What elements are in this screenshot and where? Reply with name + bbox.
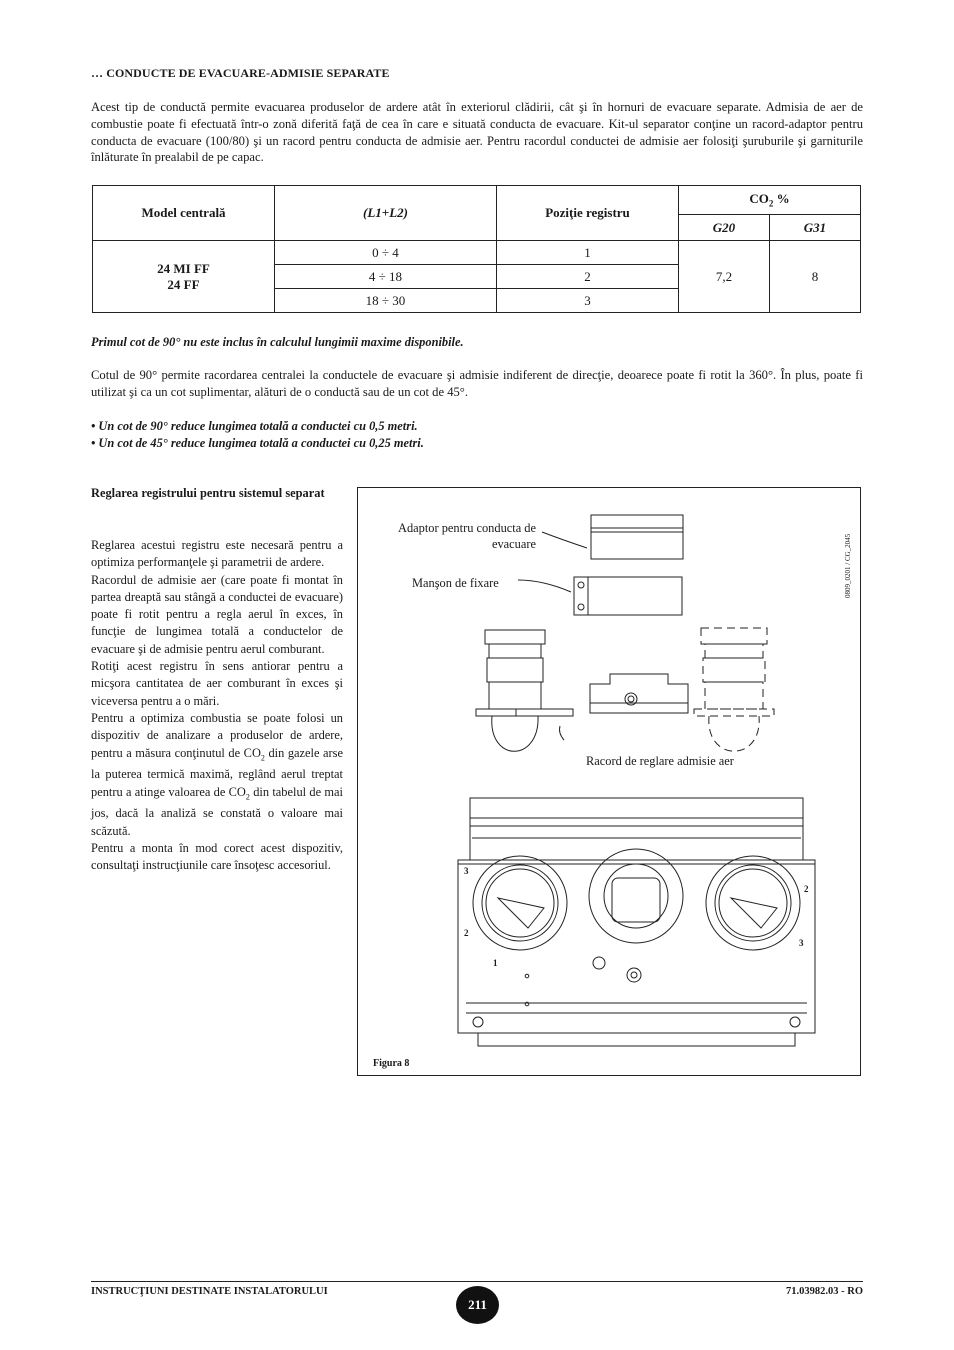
footer-rule bbox=[91, 1281, 863, 1282]
mark-left-3: 3 bbox=[464, 866, 469, 876]
col-g31-header: G31 bbox=[770, 215, 861, 241]
calculation-note: Primul cot de 90° nu este inclus în calculul lungimii maxime disponibile. bbox=[91, 335, 464, 349]
mark-right-2: 2 bbox=[804, 884, 809, 894]
adaptor-part bbox=[591, 515, 683, 559]
mark-left-1: 1 bbox=[493, 958, 498, 968]
register-table bbox=[92, 185, 861, 313]
table-row-length: 18 ÷ 30 bbox=[275, 289, 497, 313]
col-position-header: Poziţie registru bbox=[497, 186, 679, 241]
left-pipe-part bbox=[476, 630, 573, 751]
label-racord: Racord de reglare admisie aer bbox=[586, 754, 734, 768]
col-co2-header: $CO_2$ % bbox=[679, 186, 861, 215]
page-number: 211 bbox=[456, 1286, 499, 1324]
g20-value: 7,2 bbox=[679, 241, 770, 313]
register-part bbox=[590, 674, 688, 713]
label-manson: Manşon de fixare bbox=[412, 576, 499, 590]
side-paragraph: Racordul de admisie aer (care poate fi montat în partea dreaptă sau stângă a conductei de evacuare) poate fi rotit pentru a regla aerul în exces, în funcţie de lungimea totală a conductelor de evacuare şi de admisie pentru aerul comburant. bbox=[91, 572, 343, 656]
col-model-header: Model centrală bbox=[93, 186, 275, 241]
side-text bbox=[91, 537, 343, 875]
side-title: Reglarea registrului pentru sistemul separat bbox=[91, 486, 325, 500]
section-heading: … CONDUCTE DE EVACUARE-ADMISIE SEPARATE bbox=[91, 66, 390, 80]
side-paragraph: Reglarea acestui registru este necesară pentru a optimiza performanţele şi parametrii de ardere. bbox=[91, 538, 343, 570]
drawing-code: 0809_0201 / CG_2045 bbox=[844, 533, 852, 598]
bullet-item: • Un cot de 90° reduce lungimea totală a conductei cu 0,5 metri. bbox=[91, 419, 418, 433]
model-cell: 24 MI FF 24 FF bbox=[93, 241, 275, 313]
table-row-position: 3 bbox=[497, 289, 679, 313]
mark-left-2: 2 bbox=[464, 928, 469, 938]
side-paragraph-co2: Pentru a optimiza combustia se poate folosi un dispozitiv de analizare a produselor de ardere, pentru a măsura conţinutul de $CO_2$ din gazele arse la puterea termică maximă, reglând aerul treptat pentru a atinge valoarea de $CO_2$ din tabelul de mai jos, dacă la analiză se constată o valoare mai scăzută. bbox=[91, 710, 343, 838]
figure-caption: Figura 8 bbox=[373, 1058, 410, 1069]
side-paragraph: Rotiţi acest registru în sens antiorar pentru a micşora cantitatea de aer comburant în exces şi viceversa pentru a o mări. bbox=[91, 659, 343, 708]
table-row-length: 0 ÷ 4 bbox=[275, 241, 497, 265]
table-row-length: 4 ÷ 18 bbox=[275, 265, 497, 289]
right-pipe-part bbox=[694, 628, 774, 751]
col-length-header: (L1+L2) bbox=[275, 186, 497, 241]
label-adaptor: Adaptor pentru conducta de evacuare bbox=[398, 521, 536, 551]
table-row-position: 2 bbox=[497, 265, 679, 289]
sleeve-part bbox=[574, 577, 682, 615]
elbow-paragraph: Cotul de 90° permite racordarea centralei la conductele de evacuare şi admisie indiferent de direcţie, deoarece poate fi rotit la 360°. În plus, poate fi utilizat şi ca un cot suplimentar, alături de o conductă sau de un cot de 45°. bbox=[91, 368, 863, 399]
footer-title: INSTRUCŢIUNI DESTINATE INSTALATORULUI bbox=[91, 1286, 328, 1297]
intro-paragraph: Acest tip de conductă permite evacuarea produselor de ardere atât în exteriorul clădirii, cât şi în hornuri de evacuare separate. Admisia de aer de combustie poate fi efectuată într-o zonă diferită faţă de cea în care e situată conducta de evacuare. Kit-ul separator conţine un racord-adaptor pentru conducta de evacuare (100/80) şi un racord pentru conducta de admisie aer. Pentru racordul conductei de admisie aer folosiţi şuruburile şi garniturile înlăturate în prealabil de pe capac. bbox=[91, 100, 863, 165]
side-paragraph: Pentru a monta în mod corect acest dispozitiv, consultaţi instrucţiunile care însoţesc accesoriul. bbox=[91, 840, 343, 873]
boiler-body bbox=[458, 798, 815, 1046]
elbow-bullets bbox=[91, 418, 424, 452]
document-code: 71.03982.03 - RO bbox=[786, 1286, 863, 1297]
mark-right-3: 3 bbox=[799, 938, 804, 948]
table-row-position: 1 bbox=[497, 241, 679, 265]
bullet-item: • Un cot de 45° reduce lungimea totală a conductei cu 0,25 metri. bbox=[91, 435, 424, 450]
figure-8 bbox=[357, 487, 861, 1076]
col-g20-header: G20 bbox=[679, 215, 770, 241]
g31-value: 8 bbox=[770, 241, 861, 313]
